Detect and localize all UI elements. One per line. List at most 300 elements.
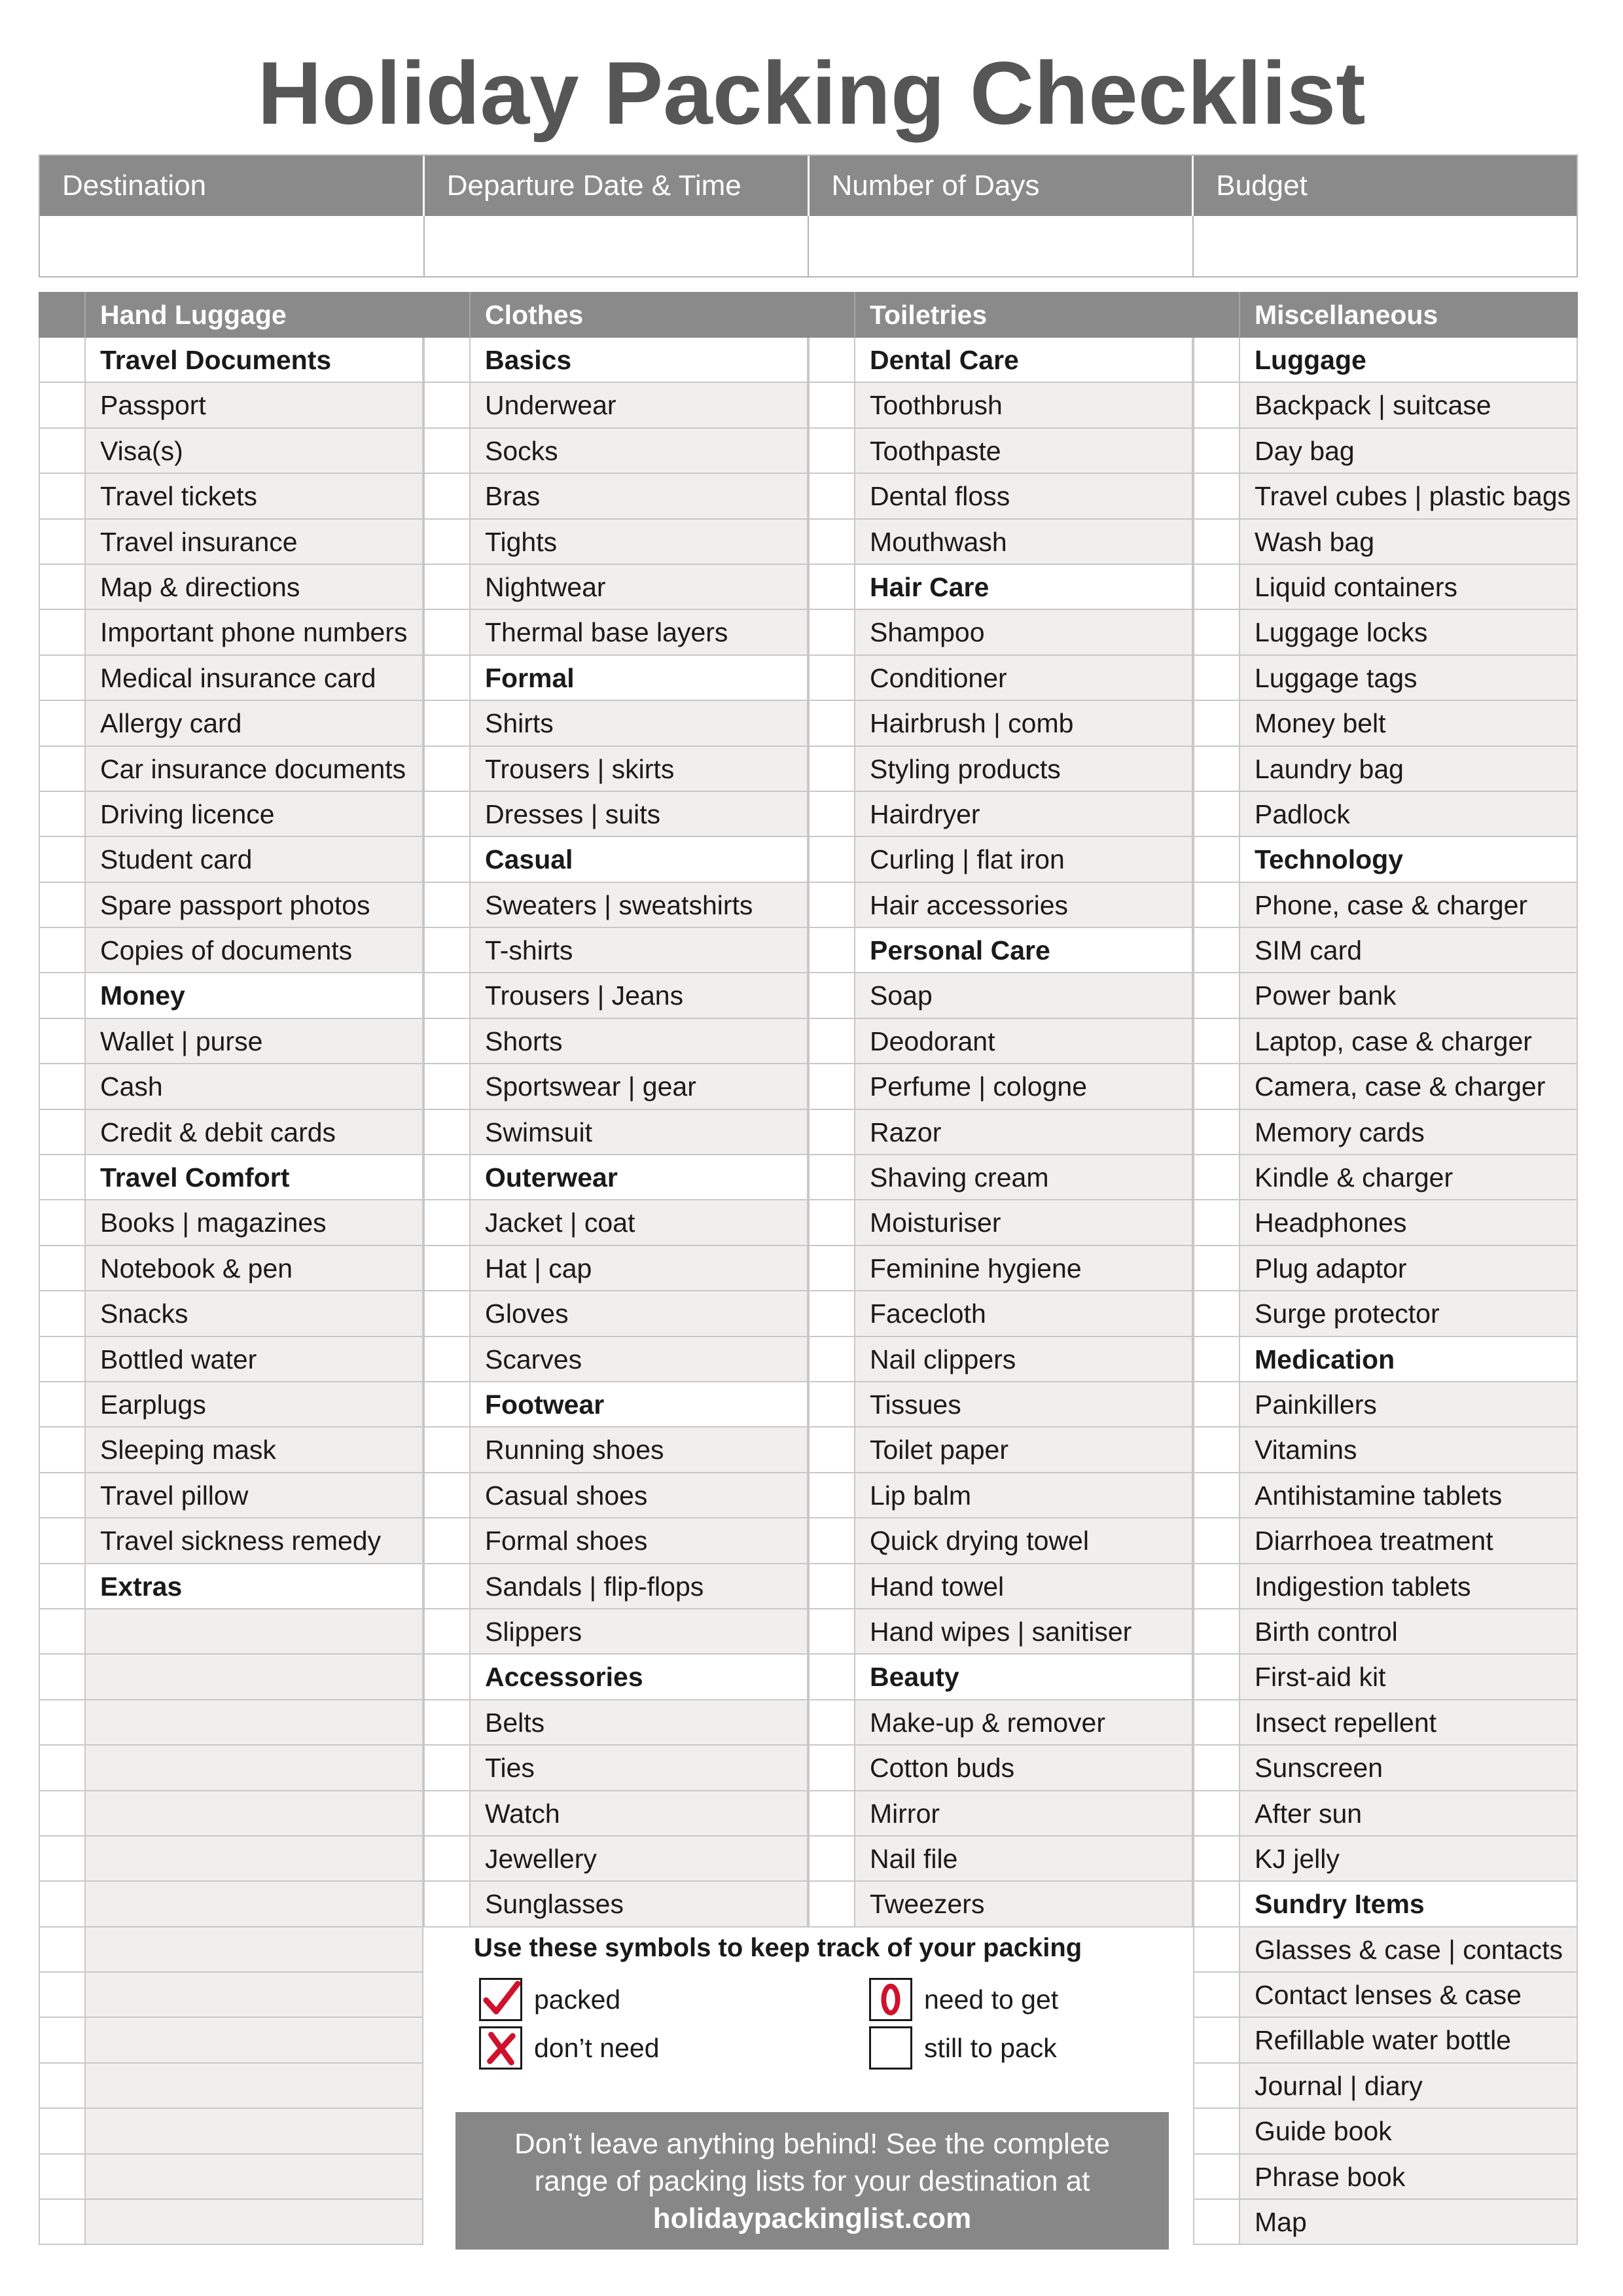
item-checkbox[interactable] [423,1564,471,1608]
item-checkbox[interactable] [1193,1382,1240,1426]
item-checkbox[interactable] [808,1382,855,1426]
item-label: Socks [471,429,808,473]
checklist-item [423,973,808,1018]
checklist-item [39,1200,423,1246]
item-label: Earplugs [86,1382,423,1426]
item-checkbox[interactable] [1193,1746,1240,1789]
item-label: Camera, case & charger [1240,1064,1578,1108]
item-checkbox[interactable] [1193,1427,1240,1471]
checklist-item [1193,1019,1578,1064]
item-label: Snacks [86,1291,423,1335]
item-label: Perfume | cologne [855,1064,1193,1108]
item-checkbox[interactable] [808,1200,855,1244]
item-label: Car insurance documents [86,747,423,791]
item-label: Watch [471,1791,808,1835]
item-label: Indigestion tablets [1240,1564,1578,1608]
item-checkbox[interactable] [39,1837,86,1880]
checklist-item [423,1064,808,1109]
item-checkbox[interactable] [423,1609,471,1653]
item-checkbox[interactable] [423,610,471,654]
days-field[interactable] [809,216,1194,276]
checklist-item [39,1518,423,1564]
item-label: Sandals | flip-flops [471,1564,808,1608]
item-checkbox[interactable] [1193,747,1240,791]
item-checkbox[interactable] [39,928,86,972]
item-label: Travel pillow [86,1473,423,1517]
item-checkbox[interactable] [1193,1700,1240,1744]
item-label[interactable] [86,2200,423,2244]
item-checkbox[interactable] [808,656,855,700]
category-row [808,565,1193,610]
departure-field[interactable] [425,216,810,276]
item-checkbox[interactable] [808,1564,855,1608]
item-label[interactable] [86,2155,423,2198]
item-checkbox[interactable] [39,2109,86,2153]
item-checkbox[interactable] [1193,1609,1240,1653]
checklist-item [1193,429,1578,474]
item-label: Journal | diary [1240,2064,1578,2108]
item-label: Student card [86,837,423,881]
item-checkbox[interactable] [39,1746,86,1789]
checklist-item [39,883,423,928]
item-label: Contact lenses & case [1240,1973,1578,2017]
promo-banner [455,2112,1169,2250]
category-row [1193,837,1578,882]
item-label: Feminine hygiene [855,1246,1193,1290]
item-checkbox[interactable] [808,1110,855,1154]
item-checkbox[interactable] [423,1473,471,1517]
checklist-item [423,1700,808,1746]
checklist-item [423,1837,808,1882]
item-label: First-aid kit [1240,1655,1578,1698]
category-label: Extras [86,1564,423,1608]
item-checkbox[interactable] [1193,1064,1240,1108]
item-checkbox[interactable] [808,792,855,836]
checklist-item [808,656,1193,701]
item-checkbox[interactable] [808,1427,855,1471]
item-checkbox[interactable] [39,1337,86,1381]
item-label: Trousers | Jeans [471,973,808,1017]
item-checkbox[interactable] [1193,883,1240,927]
item-label[interactable] [86,1973,423,2017]
check-mark-icon [479,1978,522,2021]
item-label: Nightwear [471,565,808,609]
item-checkbox[interactable] [39,837,86,881]
item-checkbox[interactable] [808,1791,855,1835]
category-label: Personal Care [855,928,1193,972]
item-checkbox[interactable] [1193,520,1240,564]
checklist-item [423,1564,808,1609]
item-checkbox[interactable] [39,1882,86,1926]
item-checkbox[interactable] [423,1246,471,1290]
item-checkbox[interactable] [1193,928,1240,972]
item-checkbox[interactable] [39,2200,86,2244]
item-label: Sleeping mask [86,1427,423,1471]
item-label: Hand towel [855,1564,1193,1608]
item-label: Thermal base layers [471,610,808,654]
item-checkbox[interactable] [1193,1837,1240,1880]
item-checkbox[interactable] [808,1155,855,1199]
item-checkbox[interactable] [423,928,471,972]
item-checkbox[interactable] [39,792,86,836]
item-checkbox[interactable] [39,747,86,791]
item-label[interactable] [86,2064,423,2108]
item-label[interactable] [86,1655,423,1698]
checklist-item [423,1200,808,1246]
item-checkbox[interactable] [1193,792,1240,836]
checklist-item [39,1791,423,1837]
item-checkbox[interactable] [423,701,471,745]
item-label: KJ jelly [1240,1837,1578,1880]
category-label: Technology [1240,837,1578,881]
item-checkbox[interactable] [1193,565,1240,609]
item-checkbox[interactable] [1193,474,1240,518]
checklist-item [39,1700,423,1746]
item-label[interactable] [86,2018,423,2062]
item-checkbox[interactable] [808,1019,855,1063]
item-checkbox[interactable] [1193,2064,1240,2108]
item-checkbox[interactable] [423,1200,471,1244]
item-checkbox[interactable] [423,383,471,427]
item-label[interactable] [86,1746,423,1789]
category-label: Travel Documents [86,338,423,382]
item-checkbox[interactable] [39,1700,86,1744]
item-checkbox[interactable] [1193,2200,1240,2244]
item-checkbox [1193,837,1240,881]
item-checkbox[interactable] [808,1700,855,1744]
item-checkbox[interactable] [808,1064,855,1108]
legend-need-to-get [869,1978,1058,2021]
item-checkbox[interactable] [808,747,855,791]
item-checkbox[interactable] [1193,1973,1240,2017]
item-checkbox[interactable] [1193,1246,1240,1290]
item-checkbox[interactable] [1193,1518,1240,1562]
item-checkbox[interactable] [808,1609,855,1653]
category-label: Money [86,973,423,1017]
item-checkbox[interactable] [1193,656,1240,700]
column-title: Miscellaneous [1255,300,1438,330]
item-checkbox[interactable] [1193,1200,1240,1244]
item-checkbox[interactable] [808,1291,855,1335]
checklist-item [39,429,423,474]
item-checkbox[interactable] [808,429,855,473]
checklist-item [423,474,808,519]
item-label: Belts [471,1700,808,1744]
item-label[interactable] [86,1837,423,1880]
category-row [423,338,808,383]
item-checkbox[interactable] [1193,1655,1240,1698]
checklist-item [39,1473,423,1518]
item-label: Surge protector [1240,1291,1578,1335]
item-checkbox[interactable] [1193,2109,1240,2153]
item-checkbox[interactable] [808,1337,855,1381]
item-label: Tissues [855,1382,1193,1426]
category-label: Dental Care [855,338,1193,382]
item-checkbox[interactable] [423,565,471,609]
empty-box-icon [869,2026,912,2070]
item-checkbox[interactable] [423,1837,471,1880]
checklist-item [423,701,808,746]
item-label: Driving licence [86,792,423,836]
item-label: Bras [471,474,808,518]
category-label: Outerwear [471,1155,808,1199]
item-checkbox[interactable] [423,1291,471,1335]
item-checkbox[interactable] [423,1791,471,1835]
checklist-item [808,1064,1193,1109]
checklist-item [1193,2018,1578,2063]
item-label: Toothpaste [855,429,1193,473]
item-label: Phone, case & charger [1240,883,1578,927]
checklist-item [39,610,423,655]
item-checkbox[interactable] [423,429,471,473]
item-checkbox[interactable] [808,837,855,881]
item-label: Hat | cap [471,1246,808,1290]
checklist-item [423,928,808,973]
item-checkbox[interactable] [808,973,855,1017]
item-checkbox [423,1655,471,1698]
item-checkbox[interactable] [39,1791,86,1835]
checklist-item [423,383,808,428]
item-checkbox [808,928,855,972]
item-label: After sun [1240,1791,1578,1835]
item-checkbox[interactable] [39,1019,86,1063]
item-label: Tweezers [855,1882,1193,1926]
item-label[interactable] [86,1882,423,1926]
item-checkbox[interactable] [808,701,855,745]
item-label: Tights [471,520,808,564]
item-checkbox[interactable] [423,1882,471,1926]
item-label: Styling products [855,747,1193,791]
item-checkbox[interactable] [39,883,86,927]
item-checkbox[interactable] [39,1064,86,1108]
item-label: Dresses | suits [471,792,808,836]
item-checkbox[interactable] [423,1110,471,1154]
item-label[interactable] [86,2109,423,2153]
item-checkbox[interactable] [1193,1791,1240,1835]
category-label: Luggage [1240,338,1578,382]
item-checkbox[interactable] [39,656,86,700]
checklist-item [1193,2155,1578,2200]
item-checkbox[interactable] [39,383,86,427]
item-checkbox[interactable] [1193,1473,1240,1517]
item-checkbox[interactable] [1193,2155,1240,2198]
item-checkbox[interactable] [39,1200,86,1244]
item-checkbox[interactable] [423,973,471,1017]
checklist-item [808,1700,1193,1746]
checklist-item [1193,474,1578,519]
checklist-item [808,1382,1193,1427]
item-checkbox[interactable] [808,610,855,654]
item-label: Hairdryer [855,792,1193,836]
item-checkbox[interactable] [39,1427,86,1471]
destination-field[interactable] [40,216,425,276]
item-checkbox[interactable] [39,610,86,654]
item-checkbox[interactable] [39,1246,86,1290]
checklist-item [808,1200,1193,1246]
item-checkbox[interactable] [808,1246,855,1290]
legend-title: Use these symbols to keep track of your packing [474,1933,1082,1962]
item-checkbox[interactable] [39,2155,86,2198]
item-checkbox[interactable] [423,1700,471,1744]
checklist-item [1193,1609,1578,1655]
column-title: Hand Luggage [100,300,287,330]
item-checkbox[interactable] [1193,1291,1240,1335]
item-checkbox[interactable] [423,474,471,518]
checklist-item [808,883,1193,928]
item-label: Antihistamine tablets [1240,1473,1578,1517]
item-label: Facecloth [855,1291,1193,1335]
checklist-item [1193,1155,1578,1200]
item-checkbox[interactable] [1193,383,1240,427]
item-checkbox[interactable] [1193,610,1240,654]
checklist-item [1193,610,1578,655]
item-label: Underwear [471,383,808,427]
checklist-item [423,1427,808,1473]
item-checkbox[interactable] [39,2064,86,2108]
column-header [808,292,1193,338]
item-label: SIM card [1240,928,1578,972]
item-label: Birth control [1240,1609,1578,1653]
item-checkbox[interactable] [39,1928,86,1971]
checklist-item [808,610,1193,655]
item-checkbox[interactable] [39,1382,86,1426]
checklist-item [808,1518,1193,1564]
item-checkbox[interactable] [39,1655,86,1698]
legend-packed-label: packed [534,1984,621,2015]
item-label: Razor [855,1110,1193,1154]
item-checkbox[interactable] [808,520,855,564]
item-checkbox[interactable] [1193,1019,1240,1063]
item-checkbox[interactable] [808,1473,855,1517]
checklist-item [39,2109,423,2154]
checklist-item [39,1246,423,1291]
item-checkbox[interactable] [39,1518,86,1562]
checklist-item [808,383,1193,428]
item-label: Shampoo [855,610,1193,654]
category-label: Casual [471,837,808,881]
item-checkbox[interactable] [39,701,86,745]
promo-link[interactable]: holidaypackinglist.com [652,2202,972,2234]
category-row [808,338,1193,383]
checklist-item [808,1882,1193,1927]
item-checkbox[interactable] [808,383,855,427]
category-label: Sundry Items [1240,1882,1578,1926]
item-checkbox[interactable] [39,429,86,473]
item-label[interactable] [86,1700,423,1744]
item-checkbox[interactable] [39,1473,86,1517]
checklist-item [1193,2109,1578,2154]
item-checkbox[interactable] [808,1746,855,1789]
item-label: Travel tickets [86,474,423,518]
item-label: Jacket | coat [471,1200,808,1244]
item-label: Visa(s) [86,429,423,473]
item-checkbox[interactable] [1193,1110,1240,1154]
item-checkbox[interactable] [423,1064,471,1108]
item-checkbox[interactable] [39,565,86,609]
item-checkbox[interactable] [423,1337,471,1381]
checklist-item [39,520,423,565]
item-checkbox[interactable] [808,883,855,927]
item-label[interactable] [86,1928,423,1971]
checklist-item [808,1110,1193,1155]
item-checkbox[interactable] [808,1837,855,1880]
item-label: Luggage tags [1240,656,1578,700]
category-label: Basics [471,338,808,382]
checklist-item [1193,1564,1578,1609]
item-checkbox[interactable] [423,1746,471,1789]
item-label: Bottled water [86,1337,423,1381]
item-checkbox[interactable] [1193,701,1240,745]
category-row [423,1382,808,1427]
item-label[interactable] [86,1609,423,1653]
item-checkbox[interactable] [39,1291,86,1335]
item-checkbox[interactable] [1193,1928,1240,1971]
checklist-item [423,429,808,474]
checklist-item [808,1564,1193,1609]
item-label: Guide book [1240,2109,1578,2153]
checklist-item [39,1882,423,1927]
item-checkbox[interactable] [1193,1564,1240,1608]
checklist-item [808,1473,1193,1518]
item-checkbox [39,1564,86,1608]
item-checkbox[interactable] [423,1427,471,1471]
item-checkbox [1193,338,1240,382]
item-label: Travel insurance [86,520,423,564]
checklist-item [39,701,423,746]
budget-field[interactable] [1194,216,1577,276]
item-checkbox[interactable] [423,883,471,927]
item-checkbox[interactable] [39,2018,86,2062]
item-checkbox[interactable] [39,1973,86,2017]
item-checkbox[interactable] [808,474,855,518]
checklist-item [808,701,1193,746]
item-checkbox[interactable] [1193,1155,1240,1199]
item-checkbox[interactable] [808,1882,855,1926]
category-row [39,1155,423,1200]
circle-mark-icon [869,1978,912,2021]
item-checkbox[interactable] [1193,429,1240,473]
item-checkbox[interactable] [1193,2018,1240,2062]
item-checkbox[interactable] [423,1518,471,1562]
item-checkbox[interactable] [39,520,86,564]
checklist-item [808,1746,1193,1791]
item-label: Laundry bag [1240,747,1578,791]
checklist-item [1193,928,1578,973]
item-checkbox [423,837,471,881]
item-label: Travel sickness remedy [86,1518,423,1562]
item-label[interactable] [86,1791,423,1835]
checklist-item [808,520,1193,565]
item-checkbox[interactable] [808,1518,855,1562]
legend-packed [479,1978,620,2021]
column-0 [39,292,423,2245]
item-label: Sunscreen [1240,1746,1578,1789]
item-checkbox[interactable] [423,520,471,564]
header-checkbox-spacer [39,292,86,338]
category-row [423,656,808,701]
item-checkbox[interactable] [39,1609,86,1653]
item-checkbox[interactable] [423,792,471,836]
checklist-item [1193,1837,1578,1882]
item-checkbox[interactable] [1193,973,1240,1017]
item-checkbox[interactable] [423,1019,471,1063]
item-checkbox[interactable] [39,474,86,518]
checklist-item [808,1019,1193,1064]
item-checkbox[interactable] [423,747,471,791]
checklist-item [423,1291,808,1336]
item-checkbox[interactable] [39,1110,86,1154]
checklist-item [808,973,1193,1018]
